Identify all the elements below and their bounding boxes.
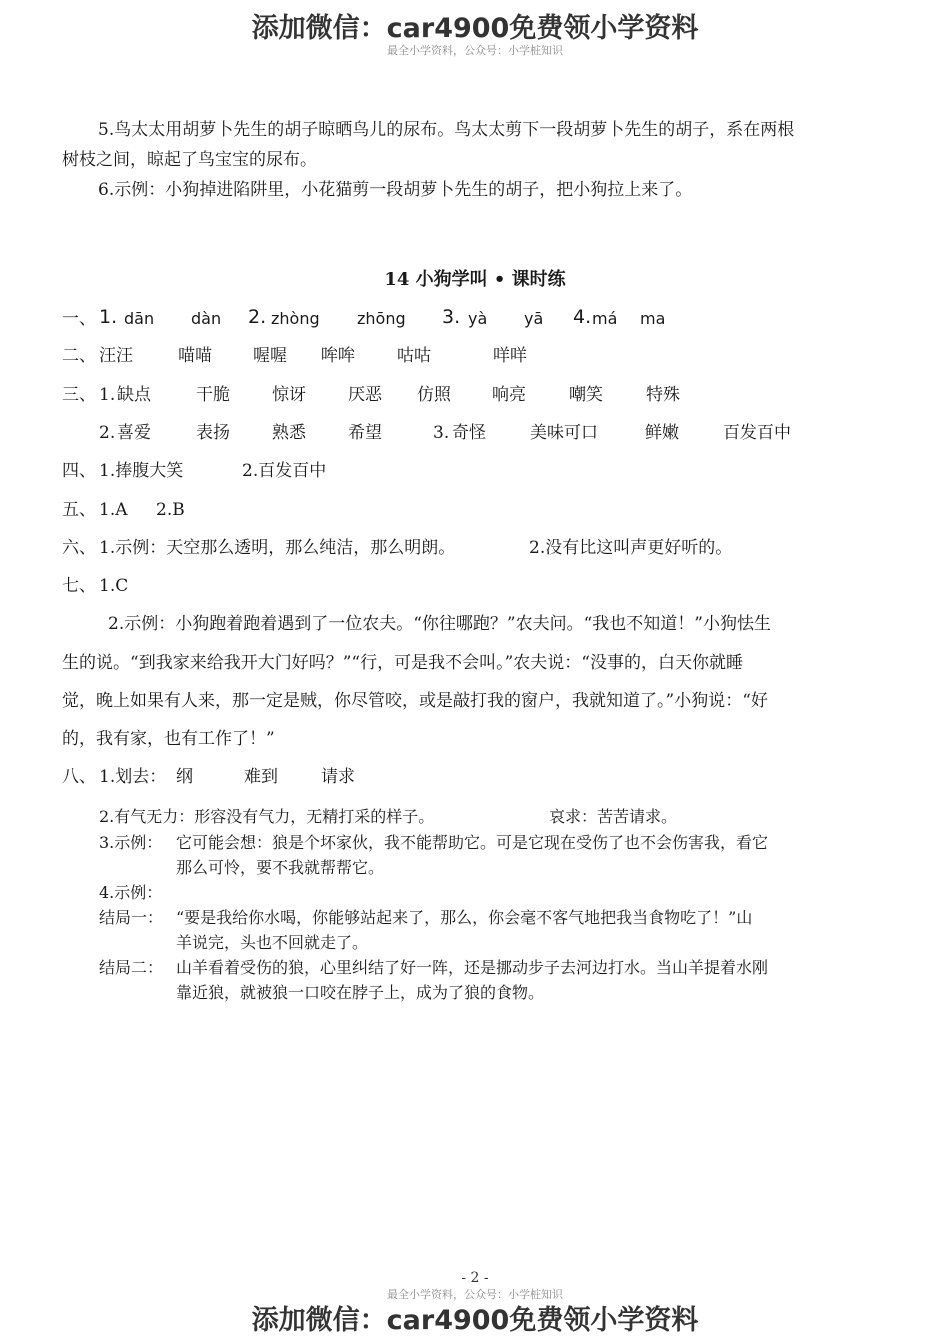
q8-ending-2-line-2: 靠近狼，就被狼一口咬在脖子上，成为了狼的食物。 bbox=[176, 983, 545, 1002]
q1-num-2: 2. bbox=[248, 306, 267, 328]
q2-word-5: 咕咕 bbox=[397, 346, 431, 366]
q3-word: 特殊 bbox=[646, 385, 680, 405]
q2-word-3: 喔喔 bbox=[253, 346, 287, 366]
q3-word: 百发百中 bbox=[723, 423, 791, 443]
q8-answer-2-left: 2.有气无力：形容没有气力，无精打采的样子。 bbox=[99, 807, 435, 826]
q5-answer-1: 1.A bbox=[99, 500, 128, 520]
question-5-label: 五、 bbox=[62, 500, 96, 520]
q8-crossed-word: 难到 bbox=[244, 767, 278, 787]
question-7-label: 七、 bbox=[62, 576, 96, 596]
q1-pinyin-1: dān bbox=[124, 309, 155, 328]
q2-word-1: 汪汪 bbox=[99, 346, 133, 366]
q8-answer-3-prefix: 3.示例： bbox=[99, 833, 163, 852]
q7-paragraph-line-1: 2.示例：小狗跑着跑着遇到了一位农夫。“你往哪跑？”农夫问。“我也不知道！”小狗怯生 bbox=[108, 614, 771, 634]
q2-word-6: 咩咩 bbox=[493, 346, 527, 366]
q8-ending-2-line-1: 山羊看着受伤的狼，心里纠结了好一阵，还是挪动步子去河边打水。当山羊提着水刚 bbox=[176, 958, 769, 977]
lesson-heading: 14 小狗学叫 • 课时练 bbox=[384, 269, 566, 290]
q8-ending-1-prefix: 结局一： bbox=[99, 908, 164, 927]
q8-ending-2-prefix: 结局二： bbox=[99, 958, 164, 977]
q1-num-1: 1. bbox=[99, 306, 118, 328]
q7-paragraph-line-4: 的，我有家，也有工作了！” bbox=[62, 729, 275, 749]
faint-subtitle-top: 最全小学资料，公众号：小学桩知识 bbox=[387, 44, 563, 57]
q3-word: 奇怪 bbox=[452, 423, 486, 443]
q3-word: 干脆 bbox=[196, 385, 230, 405]
q3-row2-num: 2. bbox=[99, 423, 116, 443]
q6-answer-1: 1.示例：天空那么透明，那么纯洁，那么明朗。 bbox=[99, 538, 456, 558]
q3-word: 嘲笑 bbox=[569, 385, 603, 405]
q7-paragraph-line-2: 生的说。“到我家来给我开大门好吗？”“行，可是我不会叫。”农夫说：“没事的，白天你就睡 bbox=[62, 653, 743, 673]
answer-5-line-2: 树枝之间，晾起了鸟宝宝的尿布。 bbox=[62, 150, 317, 170]
q4-answer-1: 1.捧腹大笑 bbox=[99, 461, 184, 481]
q1-pinyin-4: zhōng bbox=[357, 309, 406, 328]
q1-num-4: 4. bbox=[573, 306, 592, 328]
question-6-label: 六、 bbox=[62, 538, 96, 558]
q2-word-4: 哞哞 bbox=[321, 346, 355, 366]
answer-5-line-1: 5.鸟太太用胡萝卜先生的胡子晾晒鸟儿的尿布。鸟太太剪下一段胡萝卜先生的胡子，系在两根 bbox=[98, 120, 795, 140]
q3-row1-num: 1. bbox=[99, 385, 116, 405]
watermark-banner-bottom: 添加微信：car4900免费领小学资料 bbox=[251, 1305, 699, 1336]
q3-word: 响亮 bbox=[492, 385, 526, 405]
question-3-label: 三、 bbox=[62, 385, 96, 405]
q4-answer-2: 2.百发百中 bbox=[242, 461, 327, 481]
watermark-banner-top: 添加微信：car4900免费领小学资料 bbox=[251, 13, 699, 44]
q1-pinyin-6: yā bbox=[524, 309, 544, 328]
question-8-label: 八、 bbox=[62, 767, 96, 787]
q8-answer-2-right: 哀求：苦苦请求。 bbox=[549, 807, 678, 826]
q8-answer-3-line-1: 它可能会想：狼是个坏家伙，我不能帮助它。可是它现在受伤了也不会伤害我，看它 bbox=[176, 833, 769, 852]
q1-pinyin-8: ma bbox=[640, 309, 666, 328]
question-1-row bbox=[62, 307, 96, 331]
q7-paragraph-line-3: 觉，晚上如果有人来，那一定是贼，你尽管咬，或是敲打我的窗户，我就知道了。”小狗说：“好 bbox=[62, 691, 768, 711]
question-2-label: 二、 bbox=[62, 346, 96, 366]
q6-answer-2: 2.没有比这叫声更好听的。 bbox=[529, 538, 733, 558]
q8-ending-1-line-2: 羊说完，头也不回就走了。 bbox=[176, 933, 369, 952]
q8-answer-3-line-2: 那么可怜，要不我就帮帮它。 bbox=[176, 858, 385, 877]
q1-pinyin-7: má bbox=[592, 309, 618, 328]
faint-subtitle-bottom: 最全小学资料，公众号：小学桩知识 bbox=[387, 1288, 563, 1301]
q3-word: 惊讶 bbox=[272, 385, 306, 405]
q1-pinyin-5: yà bbox=[468, 309, 488, 328]
question-1-label: 一、 bbox=[62, 309, 96, 329]
q3-word: 美味可口 bbox=[530, 423, 598, 443]
q1-num-3: 3. bbox=[442, 306, 461, 328]
q3-word: 厌恶 bbox=[348, 385, 382, 405]
q3-word: 缺点 bbox=[117, 385, 151, 405]
q7-answer-1: 1.C bbox=[99, 576, 129, 596]
question-4-label: 四、 bbox=[62, 461, 96, 481]
q8-answer-1-prefix: 1.划去： bbox=[99, 767, 167, 787]
q3-word: 喜爱 bbox=[117, 423, 151, 443]
answer-6: 6.示例：小狗掉进陷阱里，小花猫剪一段胡萝卜先生的胡子，把小狗拉上来了。 bbox=[98, 180, 693, 200]
q1-pinyin-2: dàn bbox=[191, 309, 222, 328]
q8-crossed-word: 请求 bbox=[321, 767, 355, 787]
q8-answer-4: 4.示例： bbox=[99, 883, 163, 902]
q3-row3-num: 3. bbox=[433, 423, 450, 443]
q3-word: 鲜嫩 bbox=[645, 423, 679, 443]
q3-word: 仿照 bbox=[417, 385, 451, 405]
q8-ending-1-line-1: “要是我给你水喝，你能够站起来了，那么，你会毫不客气地把我当食物吃了！”山 bbox=[176, 908, 753, 927]
q8-crossed-word: 纲 bbox=[176, 767, 193, 787]
q3-word: 希望 bbox=[348, 423, 382, 443]
q5-answer-2: 2.B bbox=[156, 500, 185, 520]
q3-word: 熟悉 bbox=[272, 423, 306, 443]
q2-word-2: 喵喵 bbox=[178, 346, 212, 366]
q1-pinyin-3: zhòng bbox=[271, 309, 320, 328]
q3-word: 表扬 bbox=[196, 423, 230, 443]
page-number: - 2 - bbox=[461, 1270, 489, 1286]
